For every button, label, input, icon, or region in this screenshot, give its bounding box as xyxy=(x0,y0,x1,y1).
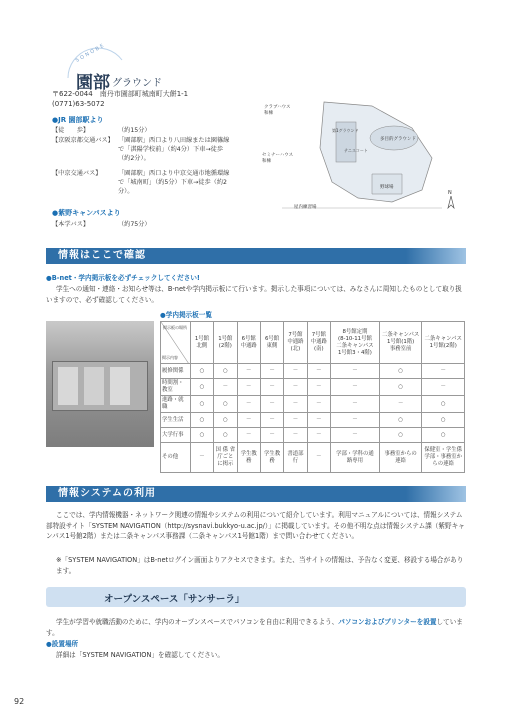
table-cell: － xyxy=(379,396,422,413)
table-cell: － xyxy=(237,396,260,413)
access-row xyxy=(52,126,232,135)
table-cell: ○ xyxy=(379,364,422,379)
table-cell: － xyxy=(237,413,260,428)
corner-bottom-label: 掲示内容 xyxy=(162,355,178,360)
section-pill-sansara xyxy=(46,587,466,607)
table-cell: ○ xyxy=(214,396,237,413)
sansara-body-pre: 学生が学習や就職活動のために、学内のオープンスペースでパソコンを自由に利用できるよう、 xyxy=(56,618,339,626)
section-bar-info xyxy=(46,248,466,264)
table-cell: － xyxy=(190,443,213,473)
sansara-body xyxy=(46,617,466,638)
phone-line: (0771)63-5072 xyxy=(52,100,105,108)
table-cell: － xyxy=(237,379,260,396)
table-cell: － xyxy=(331,379,380,396)
table-cell: － xyxy=(284,428,307,443)
table-cell: － xyxy=(214,379,237,396)
access-row-label: 【中京交通バス】 xyxy=(52,170,102,177)
table-cell: － xyxy=(284,379,307,396)
table-cell: － xyxy=(331,413,380,428)
table-cell: － xyxy=(284,396,307,413)
access-row-text: 「園部駅」西口より中京交通市地循環線で「城南町」（約5分）下車→徒歩（約2分）。 xyxy=(118,170,230,195)
table-cell: 保健室・学生係 学部・事務室か らの連絡 xyxy=(422,443,465,473)
table-corner-cell xyxy=(161,322,191,364)
column-header: 二条キャンパス 1号館(2階) xyxy=(422,322,465,364)
access-row-label: 【京阪京都交通バス】 xyxy=(52,137,114,144)
access-row-text: （約15分） xyxy=(118,127,151,134)
compass-icon xyxy=(446,196,456,210)
table-cell: － xyxy=(260,364,283,379)
jr-access-list xyxy=(52,126,232,196)
access-row xyxy=(52,169,232,196)
map-label-club-house: クラブハウス 和棟 xyxy=(264,105,291,116)
page-number: 92 xyxy=(14,697,25,706)
row-label: その他 xyxy=(161,443,191,473)
access-row-label: 【本学バス】 xyxy=(52,221,90,228)
table-cell: ○ xyxy=(379,379,422,396)
table-cell: ○ xyxy=(379,428,422,443)
table-cell: ○ xyxy=(214,428,237,443)
access-row xyxy=(52,220,151,229)
address-line: 〒622-0044 南丹市園部町城南町大餅1-1 xyxy=(52,90,189,98)
row-label: 時間割・ 教室 xyxy=(161,379,191,396)
table-cell: － xyxy=(422,364,465,379)
table-cell: － xyxy=(422,379,465,396)
table-cell: ○ xyxy=(190,396,213,413)
shiun-access-heading: ●紫野キャンパスより xyxy=(52,209,121,217)
sansara-body-post: しています。 xyxy=(46,618,463,637)
table-cell: － xyxy=(307,443,330,473)
campus-map xyxy=(262,98,462,218)
table-cell: － xyxy=(260,413,283,428)
table-cell: ○ xyxy=(422,413,465,428)
table-row xyxy=(161,364,465,379)
table-cell: － xyxy=(307,428,330,443)
table-cell: 学生教務 xyxy=(260,443,283,473)
table-cell: ○ xyxy=(379,413,422,428)
row-label: 大学行事 xyxy=(161,428,191,443)
table-cell: ○ xyxy=(190,413,213,428)
place-heading: ●設置場所 xyxy=(46,640,79,648)
row-label: 履修関係 xyxy=(161,364,191,379)
table-cell: － xyxy=(307,379,330,396)
table-cell: 事務室からの 連絡 xyxy=(379,443,422,473)
map-label-ground1: 第1グラウンド xyxy=(332,128,359,133)
board-photo xyxy=(46,321,154,447)
compass-n-label: N xyxy=(448,190,452,196)
campus-name: 園部 xyxy=(76,73,110,93)
access-row xyxy=(52,136,232,163)
table-cell: ○ xyxy=(190,364,213,379)
section-title: 情報はここで確認 xyxy=(58,250,146,261)
table-cell: － xyxy=(260,396,283,413)
section-bar-system xyxy=(46,486,466,502)
table-cell: － xyxy=(331,396,380,413)
map-label-indoor: 屋内練習場 xyxy=(294,205,317,210)
campus-title-block xyxy=(60,44,260,92)
section-title: オープンスペース「サンサーラ」 xyxy=(104,594,245,605)
table-cell: 学部・学科の通 路専用 xyxy=(331,443,380,473)
bulletin-board-table xyxy=(160,321,465,473)
table-cell: － xyxy=(331,364,380,379)
table-header-row xyxy=(161,322,465,364)
access-row-text: 「園部駅」西口より八田線また​は園篠線で「淇陽学校前」（約4分）下車→徒歩（約2分）。 xyxy=(118,137,230,162)
column-header: 8号館定期 (8-10-11号館 二条キャンパス 1号館3・4階) xyxy=(331,322,380,364)
map-label-baseball: 野球場 xyxy=(380,185,394,190)
table-cell: － xyxy=(284,364,307,379)
system-note: ※「SYSTEM NAVIGATION」はB-netログイン画面よりアクセスできます。また、当サイトの情報は、予告なく変更、移設する場合があります。 xyxy=(56,556,464,575)
table-cell: － xyxy=(307,413,330,428)
map-label-tennis: テニスコート xyxy=(344,148,368,153)
row-label: 学生生活 xyxy=(161,413,191,428)
corner-top-label: 掲示板の場所 xyxy=(163,325,187,330)
section-title: 情報システムの利用 xyxy=(58,488,156,499)
access-row-label: 【徒 歩】 xyxy=(52,127,90,134)
table-cell: 学生教務 xyxy=(237,443,260,473)
campus-name-suffix: グラウンド xyxy=(112,78,162,89)
column-header: 6号館 中通路 xyxy=(237,322,260,364)
access-row-text: （約75分） xyxy=(118,221,151,228)
table-cell: ○ xyxy=(190,379,213,396)
table-cell: 書道部行 xyxy=(284,443,307,473)
table-cell: 国 係 省 庁ごと に掲示 xyxy=(214,443,237,473)
campus-name-en: SONOBE xyxy=(74,42,107,64)
map-label-seminar-house: セミナーハウス 和棟 xyxy=(262,153,294,164)
table-cell: ○ xyxy=(422,396,465,413)
sansara-body-highlight: パソコンおよびプリンターを設置 xyxy=(338,618,437,626)
table-cell: － xyxy=(237,364,260,379)
table-cell: ○ xyxy=(214,364,237,379)
table-cell: － xyxy=(284,413,307,428)
table-cell: － xyxy=(260,379,283,396)
table-row xyxy=(161,443,465,473)
board-heading: ●学内掲示板一覧 xyxy=(160,311,212,319)
column-header: 7号館 中通路 (北) xyxy=(284,322,307,364)
table-cell: － xyxy=(307,364,330,379)
column-header: 6号館 東側 xyxy=(260,322,283,364)
place-body: 詳細は「SYSTEM NAVIGATION」を確認してください。 xyxy=(56,651,224,659)
column-header: 7号館 中通路 (南) xyxy=(307,322,330,364)
table-row xyxy=(161,396,465,413)
alert-heading: ●B-net・学内掲示板を必ずチェックしてください! xyxy=(46,274,200,282)
system-body: ここでは、学内情報機器・ネットワーク関連の情報やシステムの利用について紹介しています。利用マニュアルについては、情報システム部特設サイト「SYSTEM NAVIGATION（http://sysnavi.bukkyo-u.ac.jp/）」に掲載しています。その他不明な点は情報システム課（紫野キャンパス1号館2階）または二条キャンパス事務課（二条キャンパス1号館1階）まで問い合わせてください。 xyxy=(46,511,465,540)
column-header: 二条キャンパス 1号館(1階) 事務室前 xyxy=(379,322,422,364)
row-label: 進路・就職 xyxy=(161,396,191,413)
table-cell: ○ xyxy=(190,428,213,443)
table-row xyxy=(161,428,465,443)
map-label-multi-ground: 多目的グラウンド xyxy=(380,137,416,142)
table-row xyxy=(161,413,465,428)
table-cell: － xyxy=(331,428,380,443)
table-row xyxy=(161,379,465,396)
alert-body: 学生への通知・連絡・お知らせ等は、B-netや学内掲示板にて行います。掲示した事項については、みなさんに周知したものとして取り扱いますので、必ず確認してください。 xyxy=(46,285,462,304)
table-cell: － xyxy=(237,428,260,443)
table-cell: ○ xyxy=(422,428,465,443)
jr-access-heading: ●JR 園部駅より xyxy=(52,116,104,124)
table-cell: － xyxy=(260,428,283,443)
column-header: 1号館 (2階) xyxy=(214,322,237,364)
table-cell: ○ xyxy=(214,413,237,428)
column-header: 1号館 北側 xyxy=(190,322,213,364)
table-cell: － xyxy=(307,396,330,413)
